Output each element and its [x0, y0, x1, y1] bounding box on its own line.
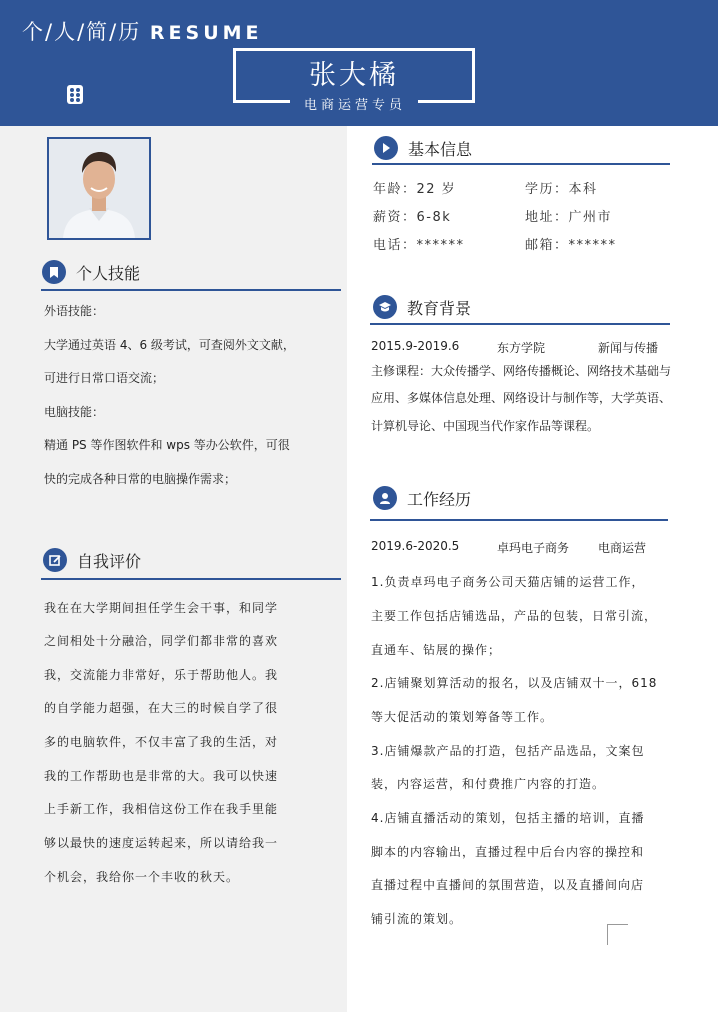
skills-line: 快的完成各种日常的电脑操作需求； — [44, 472, 237, 486]
self-eval-heading — [43, 548, 141, 572]
phone-field: 电话：****** — [373, 238, 465, 253]
dice-icon — [67, 85, 83, 104]
self-eval-line: 多的电脑软件，不仅丰富了我的生活，对 — [44, 735, 279, 749]
salary-field: 薪资：6-8k — [373, 210, 452, 225]
education-major: 新闻与传播 — [598, 341, 659, 355]
profile-photo — [47, 137, 151, 240]
user-badge-icon — [373, 486, 397, 510]
edit-icon — [43, 548, 67, 572]
education-divider — [370, 323, 670, 325]
header-banner — [0, 0, 718, 126]
skills-line: 大学通过英语 4、6 级考试，可查阅外文文献， — [44, 338, 295, 352]
work-duty-line: 直播过程中直播间的氛围营造，以及直播间向店 — [371, 878, 645, 892]
page-corner-mark — [607, 924, 628, 945]
work-duty-line: 等大促活动的策划筹备等工作。 — [371, 710, 554, 724]
work-duty-line: 1.负责卓玛电子商务公司天猫店铺的运营工作， — [371, 575, 645, 589]
self-eval-line: 我，交流能力非常好，乐于帮助他人。我 — [44, 668, 279, 682]
basic-info-title: 基本信息 — [408, 139, 473, 159]
email-field: 邮箱：****** — [525, 238, 617, 253]
work-divider — [370, 519, 668, 521]
education-level-field: 学历：本科 — [525, 182, 598, 197]
education-course-line: 主修课程：大众传播学、网络传播概论、网络技术基础与 — [371, 364, 672, 378]
education-course-line: 计算机导论、中国现当代作家作品等课程。 — [371, 419, 600, 433]
education-course-line: 应用、多媒体信息处理、网络设计与制作等，大学英语、 — [371, 391, 672, 405]
skills-line: 电脑技能： — [44, 405, 105, 419]
person-portrait-icon — [49, 139, 149, 238]
work-duty-line: 主要工作包括店铺选品，产品的包装，日常引流， — [371, 609, 658, 623]
title-en: RESUME — [149, 22, 263, 44]
candidate-name: 张大橘 — [309, 60, 399, 91]
work-duty-line: 铺引流的策划。 — [371, 912, 463, 926]
basic-info-heading — [374, 136, 472, 160]
address-field: 地址：广州市 — [525, 210, 613, 225]
self-eval-line: 上手新工作，我相信这份工作在我手里能 — [44, 802, 279, 816]
work-duty-line: 4.店铺直播活动的策划，包括主播的培训，直播 — [371, 811, 645, 825]
work-duty-line: 直通车、钻展的操作； — [371, 643, 502, 657]
education-period: 2015.9-2019.6 — [371, 339, 460, 353]
work-position: 电商运营 — [598, 541, 647, 555]
basic-info-divider — [372, 163, 670, 165]
work-company: 卓玛电子商务 — [497, 541, 570, 555]
title-cn: 个/人/简/历 — [22, 20, 142, 44]
document-title — [22, 16, 263, 46]
skills-divider — [41, 289, 341, 291]
job-target: 电商运营专员 — [303, 98, 406, 113]
bookmark-icon — [42, 260, 66, 284]
age-field: 年龄：22 岁 — [373, 182, 457, 197]
play-icon — [374, 136, 398, 160]
skills-title: 个人技能 — [76, 263, 141, 283]
self-eval-line: 我在在大学期间担任学生会干事，和同学 — [44, 601, 279, 615]
self-eval-title: 自我评价 — [77, 551, 142, 571]
work-period: 2019.6-2020.5 — [371, 539, 460, 553]
self-eval-line: 个机会，我给你一个丰收的秋天。 — [44, 870, 240, 884]
education-heading — [373, 295, 471, 319]
self-eval-line: 的自学能力超强，在大三的时候自学了很 — [44, 701, 279, 715]
work-duty-line: 3.店铺爆款产品的打造，包括产品选品，文案包 — [371, 744, 645, 758]
skills-line: 外语技能： — [44, 304, 105, 318]
self-eval-line: 我的工作帮助也是非常的大。我可以快速 — [44, 769, 279, 783]
skills-heading — [42, 260, 140, 284]
education-title: 教育背景 — [407, 298, 472, 318]
skills-line: 精通 PS 等作图软件和 wps 等办公软件，可很 — [44, 438, 290, 452]
self-eval-line: 之间相处十分融洽，同学们都非常的喜欢 — [44, 634, 279, 648]
skills-line: 可进行日常口语交流； — [44, 371, 165, 385]
self-eval-divider — [41, 578, 341, 580]
self-eval-line: 够以最快的速度运转起来，所以请给我一 — [44, 836, 279, 850]
work-duty-line: 2.店铺聚划算活动的报名，以及店铺双十一，618 — [371, 676, 658, 690]
work-duty-line: 装，内容运营，和付费推广内容的打造。 — [371, 777, 606, 791]
work-heading — [373, 486, 471, 510]
work-duty-line: 脚本的内容输出，直播过程中后台内容的操控和 — [371, 845, 645, 859]
work-title: 工作经历 — [407, 489, 472, 509]
graduation-cap-icon — [373, 295, 397, 319]
education-school: 东方学院 — [497, 341, 546, 355]
